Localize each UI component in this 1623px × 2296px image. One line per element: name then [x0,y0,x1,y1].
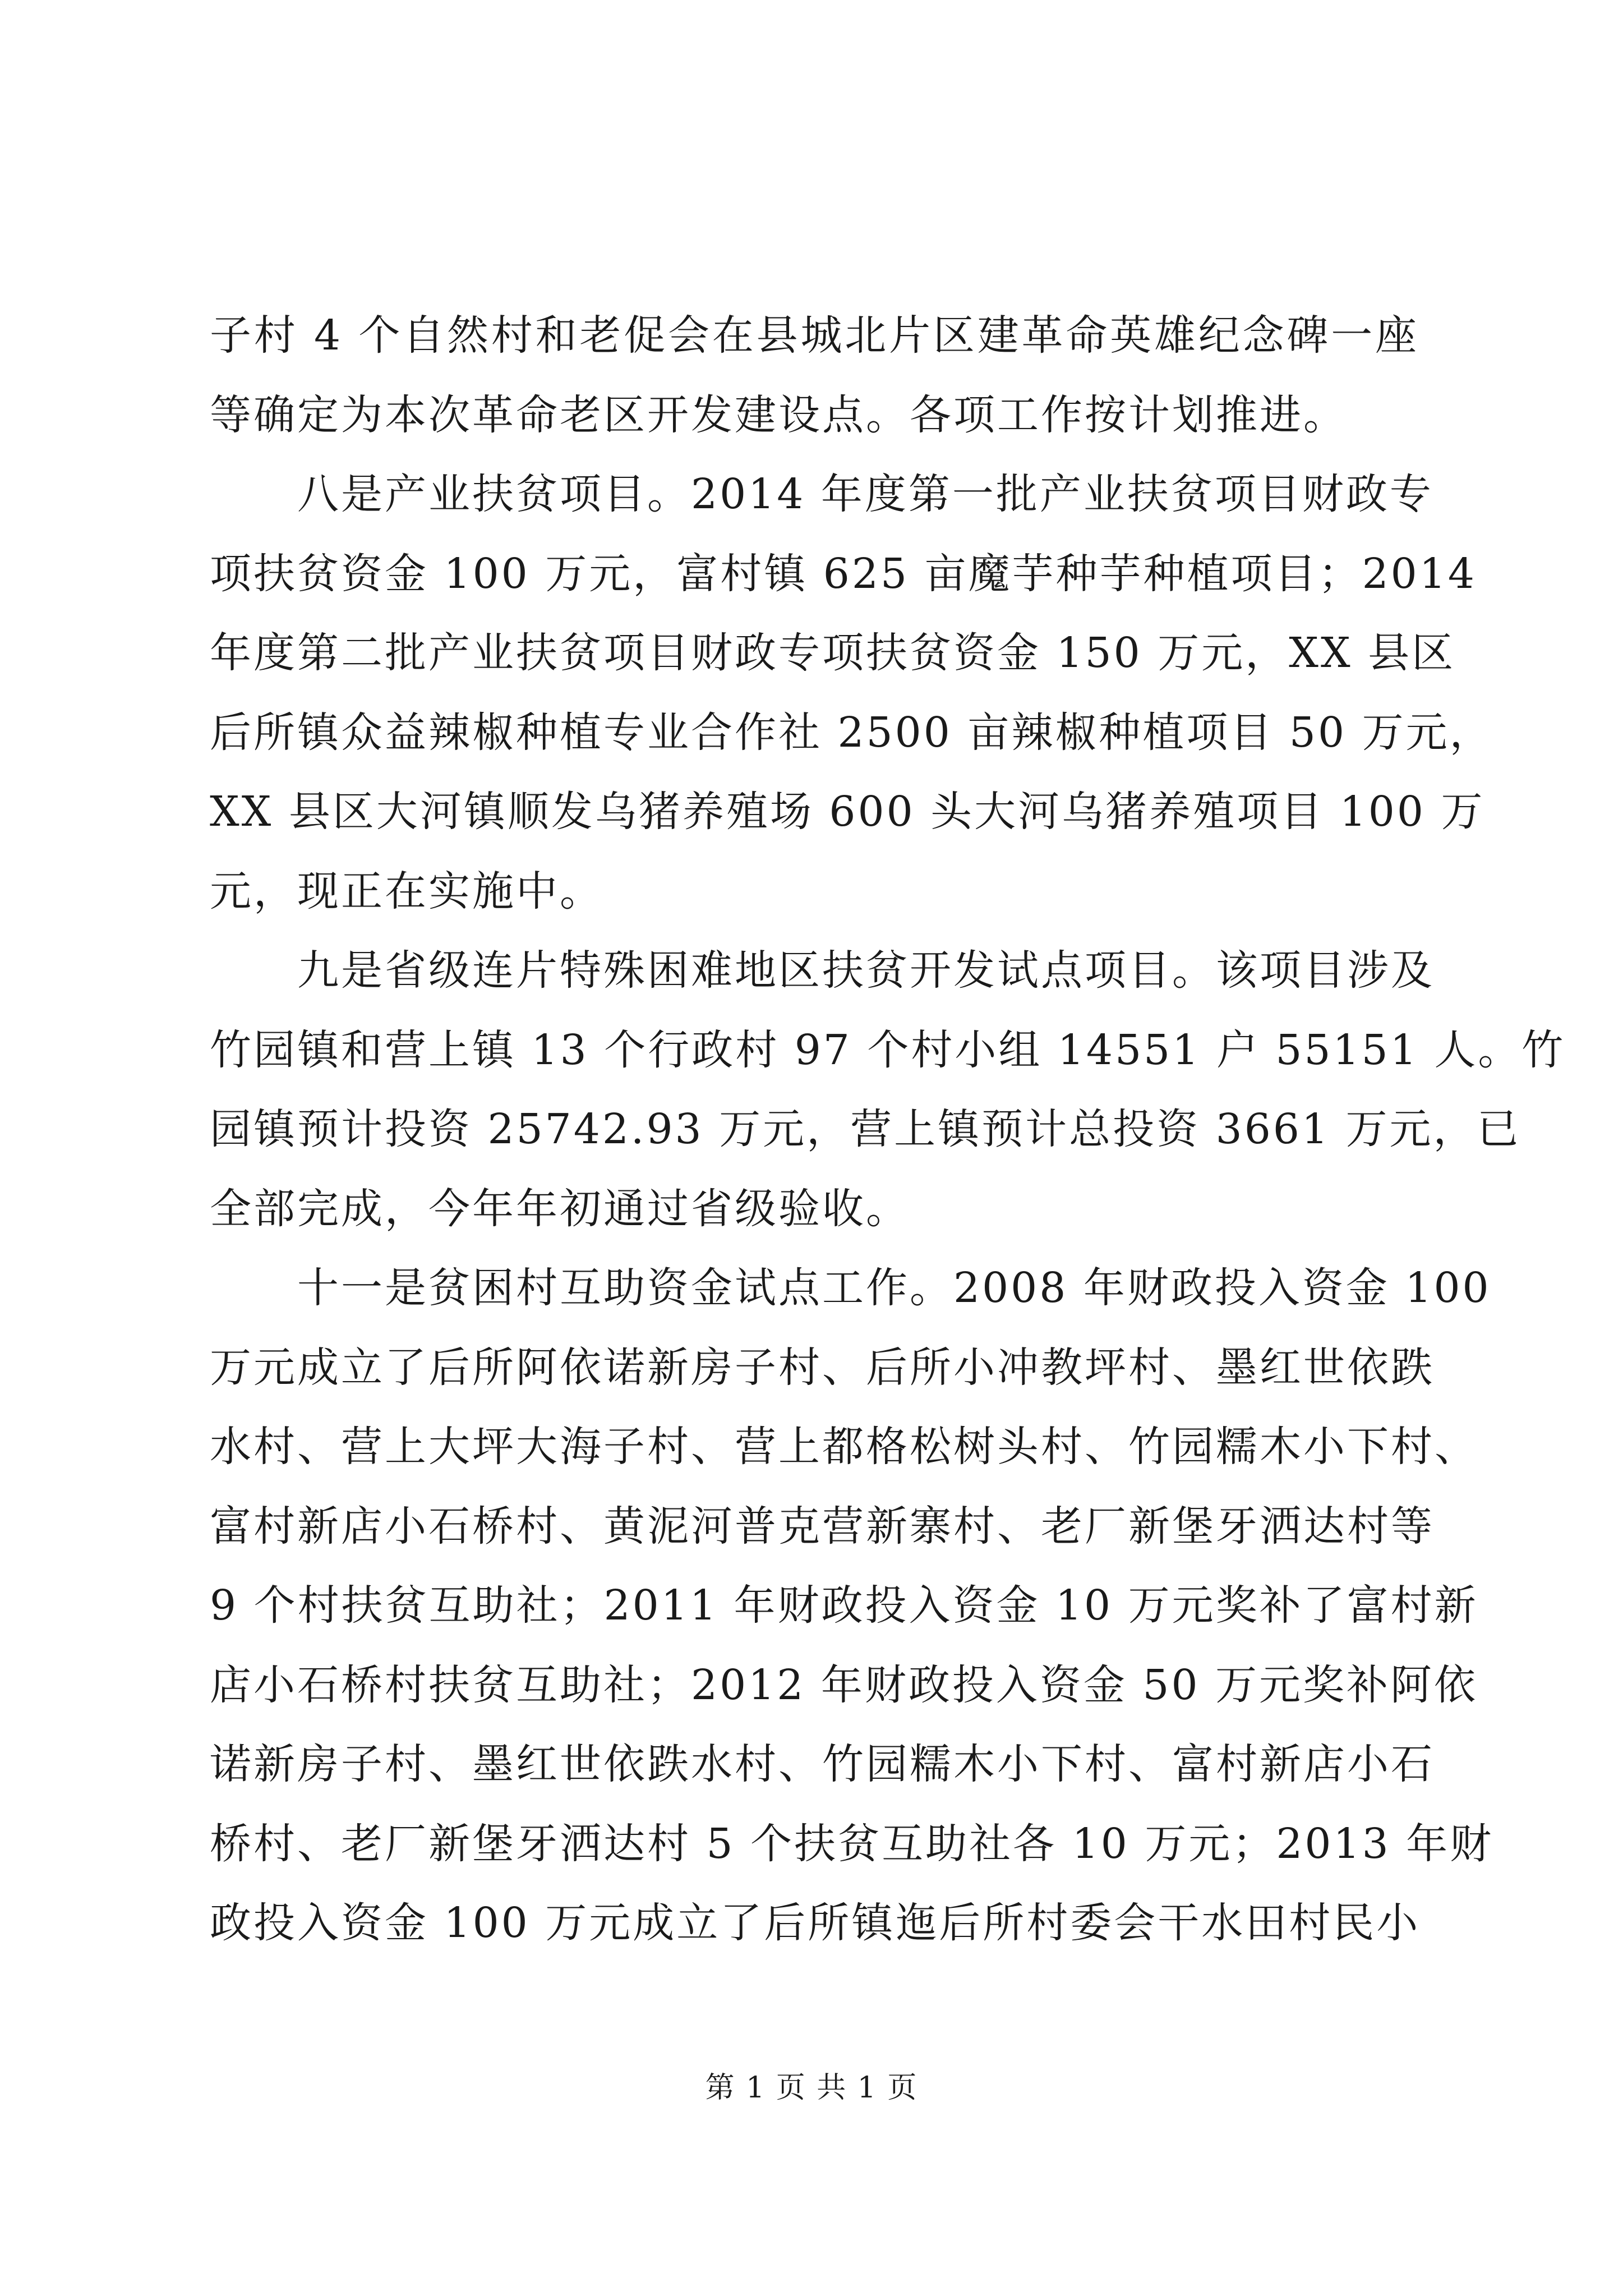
paragraph-line: 诺新房子村、墨红世依跌水村、竹园糯木小下村、富村新店小石 [210,1740,1435,1788]
paragraph-line: 项扶贫资金 100 万元，富村镇 625 亩魔芋种芋种植项目；2014 [210,549,1477,598]
paragraph-4 [210,1249,1494,1963]
paragraph-line: 十一是贫困村互助资金试点工作。2008 年财政投入资金 100 [297,1264,1491,1312]
paragraph-line: 九是省级连片特殊困难地区扶贫开发试点项目。该项目涉及 [297,946,1435,995]
paragraph-line: 园镇预计投资 25742.93 万元，营上镇预计总投资 3661 万元，已 [210,1105,1521,1153]
paragraph-line: 桥村、老厂新堡牙洒达村 5 个扶贫互助社各 10 万元；2013 年财 [210,1819,1494,1868]
paragraph-line: 政投入资金 100 万元成立了后所镇迤后所村委会干水田村民小 [210,1899,1421,1947]
paragraph-line: 元，现正在实施中。 [210,867,603,915]
paragraph-line: 富村新店小石桥村、黄泥河普克营新寨村、老厂新堡牙洒达村等 [210,1502,1435,1550]
paragraph-line: 9 个村扶贫互助社；2011 年财政投入资金 10 万元奖补了富村新 [210,1581,1478,1630]
paragraph-2 [210,455,1493,931]
paragraph-line: XX 县区大河镇顺发乌猪养殖场 600 头大河乌猪养殖项目 100 万 [210,788,1485,836]
paragraph-1 [210,296,1419,455]
paragraph-line: 店小石桥村扶贫互助社；2012 年财政投入资金 50 万元奖补阿依 [210,1660,1478,1709]
document-body [210,296,1566,1963]
paragraph-line: 万元成立了后所阿依诺新房子村、后所小冲教坪村、墨红世依跌 [210,1343,1435,1392]
paragraph-line: 子村 4 个自然村和老促会在县城北片区建革命英雄纪念碑一座 [210,311,1419,360]
paragraph-line: 竹园镇和营上镇 13 个行政村 97 个村小组 14551 户 55151 人。竹 [210,1025,1566,1074]
paragraph-3 [210,931,1566,1249]
paragraph-line: 年度第二批产业扶贫项目财政专项扶贫资金 150 万元，XX 县区 [210,629,1456,677]
paragraph-line: 后所镇众益辣椒种植专业合作社 2500 亩辣椒种植项目 50 万元， [210,708,1493,757]
paragraph-line: 全部完成，今年年初通过省级验收。 [210,1184,910,1233]
paragraph-line: 八是产业扶贫项目。2014 年度第一批产业扶贫项目财政专 [297,470,1433,518]
page-number-footer: 第 1 页 共 1 页 [705,2071,918,2105]
paragraph-line: 等确定为本次革命老区开发建设点。各项工作按计划推进。 [210,390,1347,439]
paragraph-line: 水村、营上大坪大海子村、营上都格松树头村、竹园糯木小下村、 [210,1423,1478,1471]
